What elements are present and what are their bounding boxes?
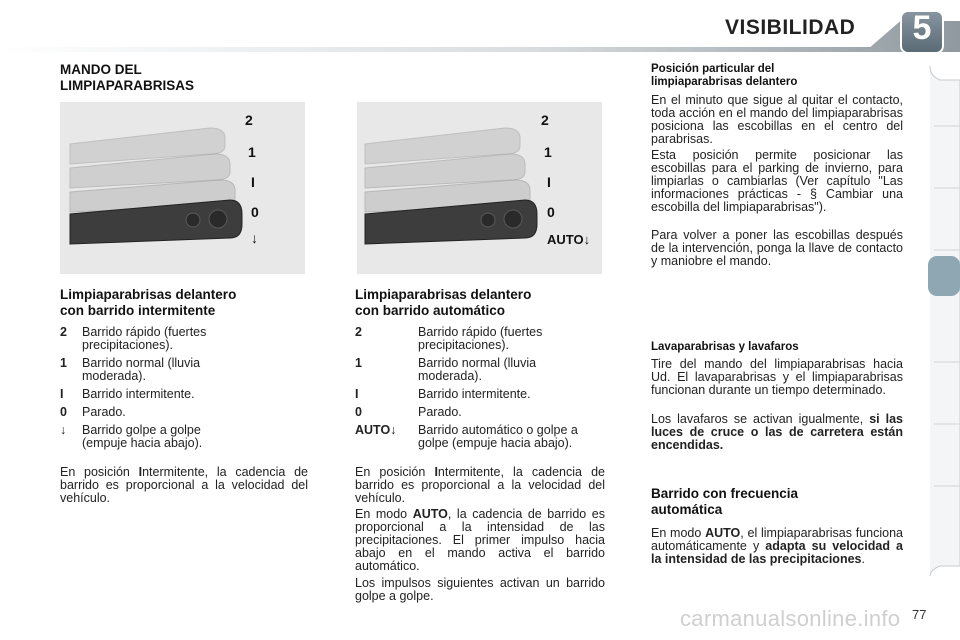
list-item: I Barrido intermitente. (355, 387, 531, 401)
position-label: I (547, 174, 551, 190)
subsection-title: Posición particular del limpiaparabrisas delantero (651, 63, 798, 88)
paragraph: En modo AUTO, el limpiaparabrisas funciona automáticamente y adapta su velocidad a la intensidad de las precipitaciones. (651, 526, 903, 566)
list-item: I Barrido intermitente. (60, 387, 195, 401)
position-label: 2 (541, 112, 549, 128)
subsection-title: Lavaparabrisas y lavafaros (651, 341, 799, 353)
position-label: 0 (251, 204, 259, 220)
page-number: 77 (912, 607, 927, 622)
watermark: carmanualsonline.info (680, 606, 901, 631)
paragraph: En modo AUTO, la cadencia de barrido es proporcional a la intensidad de las precipitaciones. El primer impulso hacia abajo en el mando activa el barrido automático. (355, 507, 605, 573)
wiper-stalk-photo-automatic (357, 102, 602, 274)
paragraph: En el minuto que sigue al quitar el contacto, toda acción en el mando del limpiaparabrisas posiciona las escobillas en el centro del parabrisas. (651, 93, 903, 146)
position-label: I (251, 174, 255, 190)
chapter-tabs (926, 66, 960, 576)
position-label: AUTO↓ (547, 232, 591, 247)
position-label: 1 (544, 144, 552, 160)
list-item: 1 Barrido normal (lluvia moderada). (60, 356, 201, 383)
paragraph: En posición Intermitente, la cadencia de barrido es proporcional a la velocidad del vehículo. (60, 465, 308, 505)
subsection-title: Limpiaparabrisas delantero con barrido automático (355, 287, 532, 318)
wiper-stalk-photo-intermittent (60, 102, 305, 274)
position-label: ↓ (251, 230, 258, 246)
paragraph: Esta posición permite posicionar las escobillas para el parking de invierno, para limpiarlas o cambiarlas (Ver capítulo "Las informaciones prácticas - § Cambiar una escobilla del limpiaparabrisas"). (651, 148, 903, 214)
paragraph: Los impulsos siguientes activan un barrido golpe a golpe. (355, 576, 605, 603)
section-title: MANDO DEL LIMPIAPARABRISAS (60, 62, 195, 93)
paragraph: Los lavafaros se activan igualmente, si las luces de cruce o las de carretera están encendidas. (651, 412, 904, 452)
paragraph: Tire del mando del limpiaparabrisas hacia Ud. El lavaparabrisas y el limpiaparabrisas funcionan durante un tiempo determinado. (651, 357, 903, 397)
list-item: 0 Parado. (355, 405, 462, 419)
position-label: 0 (547, 204, 555, 220)
paragraph: Para volver a poner las escobillas después de la intervención, ponga la llave de contacto y maniobre el mando. (651, 228, 903, 268)
wiper-positions-list (355, 326, 583, 455)
list-item: 1 Barrido normal (lluvia moderada). (355, 356, 537, 383)
paragraph: En posición Intermitente, la cadencia de barrido es proporcional a la velocidad del vehículo. (355, 465, 606, 505)
subsection-title: Barrido con frecuencia automática (651, 486, 799, 517)
subsection-title: Limpiaparabrisas delantero con barrido intermitente (60, 287, 237, 318)
position-label: 2 (245, 112, 253, 128)
chapter-number: 5 (912, 9, 932, 47)
list-item: 0 Parado. (60, 405, 126, 419)
wiper-positions-list (60, 326, 240, 455)
chapter-title: VISIBILIDAD (725, 16, 856, 39)
list-item: AUTO↓ Barrido automático o golpe a golpe (empuje hacia abajo). (355, 423, 578, 450)
list-item: 2 Barrido rápido (fuertes precipitaciones). (355, 325, 543, 352)
list-item: ↓ Barrido golpe a golpe (empuje hacia abajo). (60, 423, 203, 450)
position-label: 1 (248, 144, 256, 160)
list-item: 2 Barrido rápido (fuertes precipitaciones). (60, 325, 207, 352)
